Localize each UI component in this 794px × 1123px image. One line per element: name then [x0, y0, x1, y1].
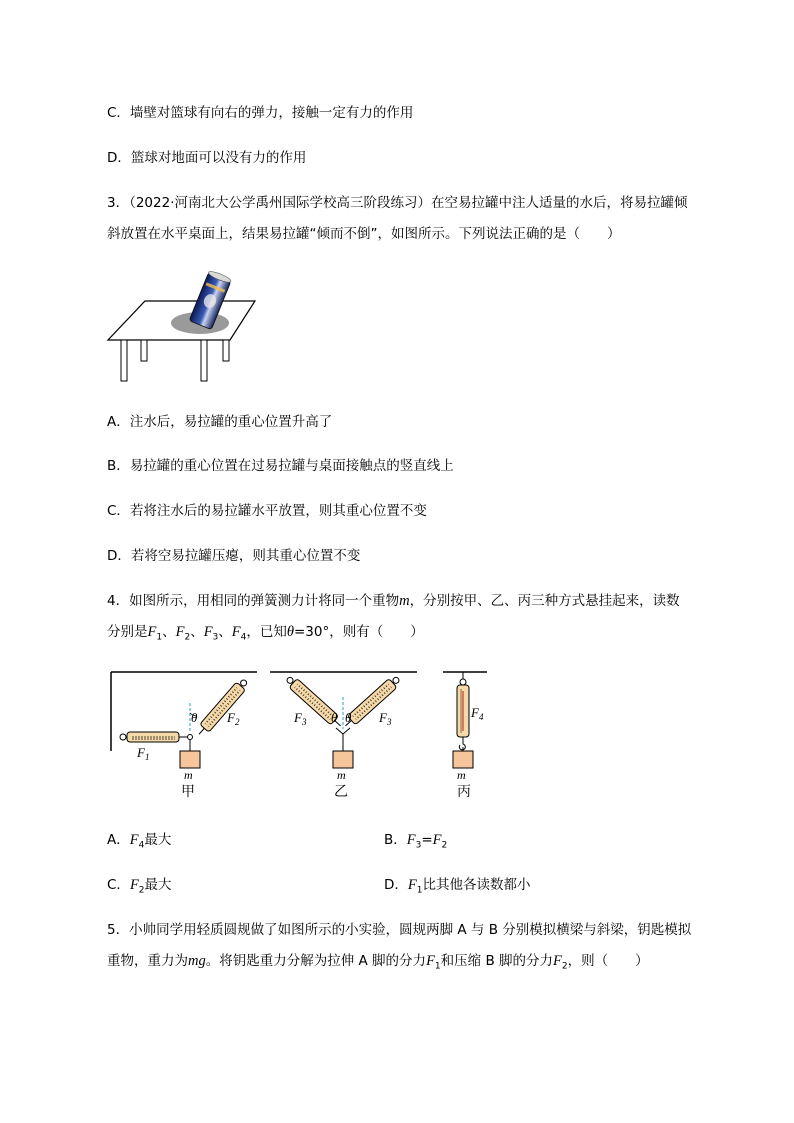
f3-label-left: $F_3$	[294, 710, 307, 727]
q3-option-c: C．若将注水后的易拉罐水平放置，则其重心位置不变	[107, 503, 427, 519]
var-mg: mg	[188, 953, 206, 969]
text: 已知	[259, 624, 287, 640]
weight-block	[180, 751, 200, 768]
spring-scale-f2	[194, 677, 250, 738]
mass-label: m	[184, 768, 193, 782]
weight-block	[453, 751, 473, 768]
q3-option-a: A．注水后，易拉罐的重心位置升高了	[107, 414, 333, 430]
text: 。将钥匙重力分解为拉伸 A 脚的分力	[205, 953, 427, 969]
text: =30°，则有（ ）	[294, 624, 424, 640]
can-on-table-figure	[105, 265, 265, 385]
f4-label: $F_4$	[471, 705, 484, 722]
text: B．	[384, 832, 407, 848]
var-F: F	[407, 877, 417, 893]
sub: 2	[561, 961, 568, 972]
text: ，则（ ）	[567, 953, 649, 969]
weight-block	[333, 751, 353, 768]
setup-jia	[111, 672, 257, 800]
text: 和压缩 B 脚的分力	[440, 953, 554, 969]
var-theta: θ	[286, 624, 294, 640]
q3-option-b: B．易拉罐的重心位置在过易拉罐与桌面接触点的竖直线上	[107, 458, 454, 474]
spring-scale-f4	[457, 679, 469, 737]
sub: 1	[416, 885, 423, 896]
mass-label: m	[457, 768, 466, 782]
sep: 、	[190, 624, 204, 640]
label-yi: 乙	[334, 784, 348, 800]
spring-scales-figure	[105, 665, 495, 805]
text: 4．如图所示，用相同的弹簧测力计将同一个重物	[107, 593, 400, 609]
var-F: F	[432, 832, 442, 848]
text: =	[421, 832, 433, 848]
sub: 2	[184, 632, 191, 643]
var-F: F	[129, 832, 139, 848]
sub: 3	[212, 632, 219, 643]
q4-option-b	[384, 831, 447, 855]
var-F: F	[175, 624, 185, 640]
table-leg	[121, 340, 127, 381]
q4-option-c	[107, 876, 172, 900]
table-leg	[201, 340, 207, 381]
f2-label: $F_2$	[227, 710, 240, 727]
theta-label: θ	[191, 710, 198, 725]
text: 比其他各读数都小	[422, 877, 531, 893]
sub: 1	[434, 961, 441, 972]
q2-option-c: C．墙壁对篮球有向右的弹力，接触一定有力的作用	[107, 105, 414, 121]
text: D．	[384, 877, 408, 893]
var-F: F	[553, 953, 562, 969]
q3-option-d: D．若将空易拉罐压瘪，则其重心位置不变	[107, 548, 361, 564]
text: 最大	[144, 877, 172, 893]
q5-stem-line2	[107, 952, 649, 976]
text: A．	[107, 832, 130, 848]
sub: 4	[240, 632, 247, 643]
var-F: F	[231, 624, 241, 640]
var-F: F	[129, 877, 139, 893]
sep: 、	[218, 624, 232, 640]
sub: 1	[156, 632, 163, 643]
spring-scale-f1	[120, 732, 193, 742]
setup-bing	[443, 672, 487, 800]
q4-option-d	[384, 876, 531, 900]
text: C．	[107, 877, 130, 893]
sub: 4	[138, 840, 145, 851]
table-leg	[223, 340, 229, 361]
text: 重物，重力为	[107, 953, 188, 969]
var-F: F	[426, 953, 435, 969]
q4-stem-line2	[107, 623, 424, 647]
f1-label: $F_1$	[137, 745, 150, 762]
sub: 3	[415, 840, 422, 851]
table-leg	[141, 340, 147, 361]
q5-stem-line1: 5．小帅同学用轻质圆规做了如图所示的小实验，圆规两脚 A 与 B 分别模拟横梁与斜梁，钥匙模拟	[107, 922, 692, 938]
var-F: F	[406, 832, 416, 848]
f3-label-right: $F_3$	[379, 710, 392, 727]
sub: 2	[138, 885, 145, 896]
var-F: F	[147, 624, 157, 640]
text: 最大	[144, 832, 172, 848]
text: ，分别按甲、乙、丙三种方式悬挂起来，读数	[409, 593, 680, 609]
label-bing: 丙	[457, 784, 471, 800]
sep: 、	[162, 624, 176, 640]
label-jia: 甲	[181, 784, 195, 800]
sep: ，	[246, 624, 260, 640]
theta-label: θ	[345, 710, 352, 725]
q4-option-a	[107, 831, 171, 855]
q3-stem-line1: 3．（2022·河南北大公学禹州国际学校高三阶段练习）在空易拉罐中注人适量的水后，将易拉罐倾	[107, 195, 688, 211]
q2-option-d: D．篮球对地面可以没有力的作用	[107, 150, 307, 166]
var-m: m	[399, 593, 410, 609]
text: 分别是	[107, 624, 148, 640]
q4-stem-line1	[107, 592, 680, 610]
var-F: F	[203, 624, 213, 640]
q3-stem-line2: 斜放置在水平桌面上，结果易拉罐“倾而不倒”，如图所示。下列说法正确的是（ ）	[107, 226, 621, 242]
mass-label: m	[337, 768, 346, 782]
theta-label: θ	[331, 710, 338, 725]
sub: 2	[441, 840, 448, 851]
setup-yi	[270, 672, 417, 800]
